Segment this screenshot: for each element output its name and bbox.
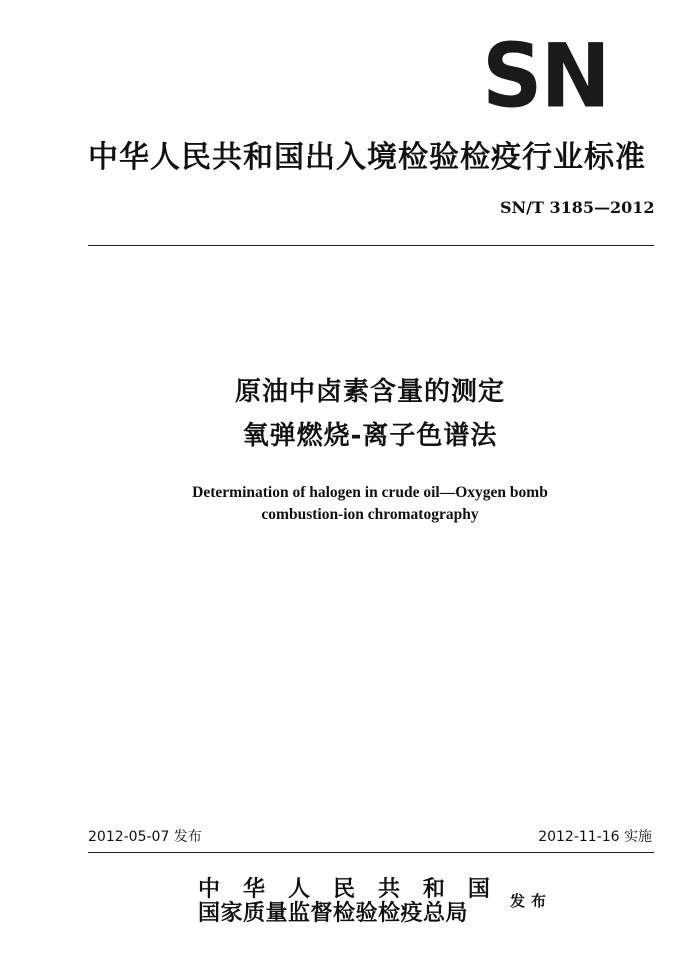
- top-divider: [88, 245, 654, 246]
- issue-date: 2012-05-07 发布: [88, 829, 202, 845]
- issuer-char: 共: [377, 876, 400, 902]
- org-title: 中华人民共和国出入境检验检疫行业标准: [88, 140, 646, 175]
- issuer-country: [198, 876, 490, 902]
- standard-number: SN/T 3185—2012: [500, 198, 655, 217]
- issuer-char: 人: [287, 876, 310, 902]
- title-zh: [0, 370, 700, 458]
- title-zh-line2: 氧弹燃烧-离子色谱法: [242, 421, 498, 451]
- issuer-agency: 国家质量监督检验检疫总局: [198, 900, 469, 926]
- title-en: [0, 482, 700, 526]
- issuer-char: 中: [198, 876, 221, 902]
- sn-logo: SN: [482, 24, 609, 128]
- issuer-action: 发布: [510, 892, 553, 910]
- implementation-date: 2012-11-16 实施: [538, 829, 652, 845]
- title-en-line2: combustion-ion chromatography: [261, 506, 479, 523]
- issuer-char: 国: [467, 876, 490, 902]
- issuer-char: 民: [332, 876, 355, 902]
- issuer-char: 和: [422, 876, 445, 902]
- title-en-line1: Determination of halogen in crude oil—Oxygen bomb: [192, 484, 548, 501]
- issuer-char: 华: [242, 876, 265, 902]
- bottom-divider: [88, 852, 654, 853]
- title-zh-line1: 原油中卤素含量的测定: [234, 377, 505, 407]
